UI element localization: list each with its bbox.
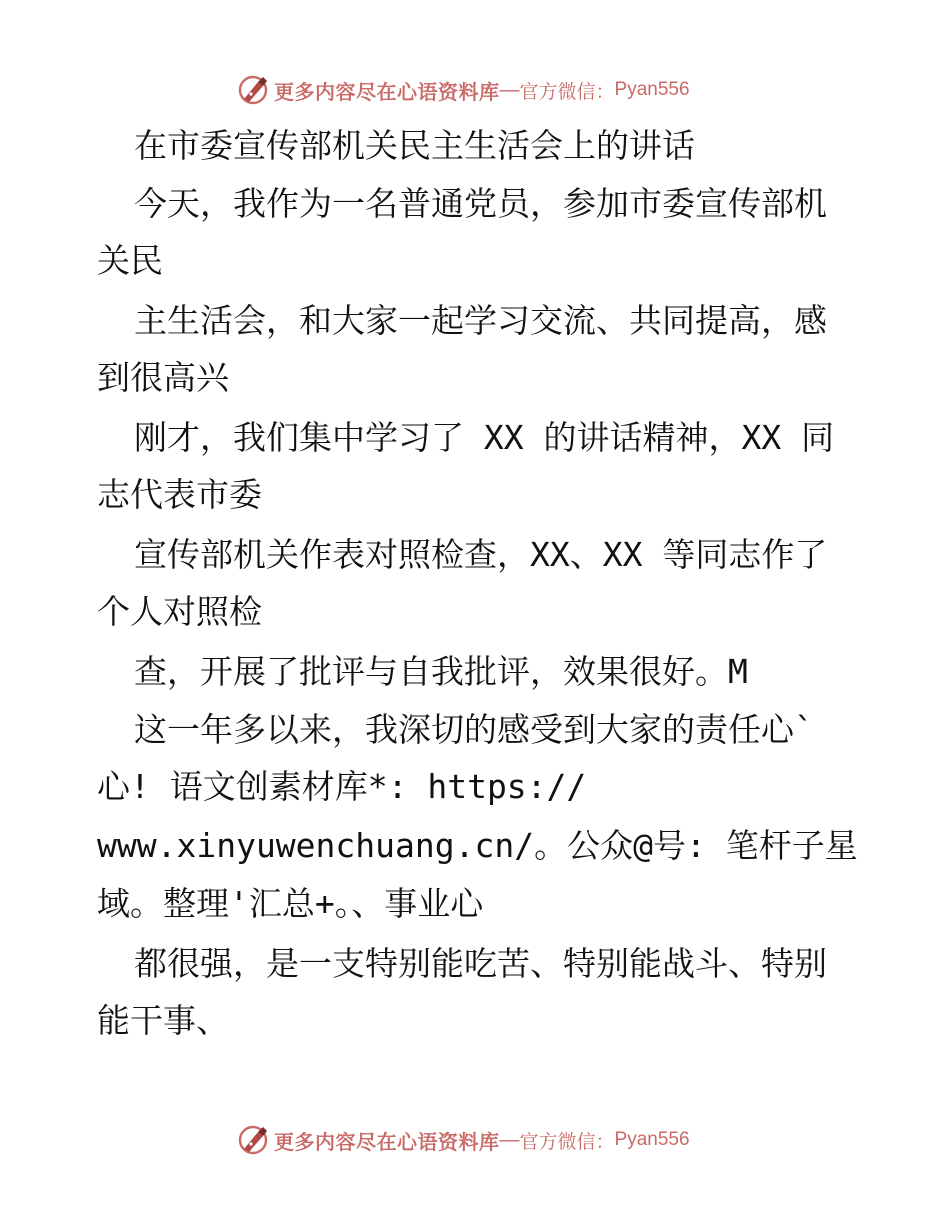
paragraph-line: 这一年多以来，我深切的感受到大家的责任心` <box>134 710 814 749</box>
paragraph-line: 到很高兴 <box>97 358 229 397</box>
banner-contact-label: 官方微信： <box>519 1130 615 1153</box>
paragraph-line: 主生活会，和大家一起学习交流、共同提高，感 <box>134 301 827 340</box>
paragraph-line: 关民 <box>97 241 163 280</box>
header-watermark-banner <box>236 70 690 110</box>
paragraph-line: 个人对照检 <box>97 592 262 631</box>
paragraph-line: www.xinyuwenchuang.cn/。公众@号: 笔杆子星 <box>97 826 858 865</box>
paragraph-line: 查，开展了批评与自我批评，效果很好。M <box>134 652 748 691</box>
banner-contact-label: 官方微信： <box>519 80 615 103</box>
banner-separator: — <box>499 1128 520 1151</box>
fountain-pen-logo-icon <box>236 1122 272 1158</box>
banner-wechat-id: Pyan556 <box>614 79 690 100</box>
paragraph-line: 域。整理'汇总+。、事业心 <box>97 884 484 923</box>
paragraph-line: 心! 语文创素材库*: https:// <box>97 767 587 806</box>
fountain-pen-logo-icon <box>236 72 272 108</box>
paragraph-line: 宣传部机关作表对照检查，XX、XX 等同志作了 <box>134 535 828 574</box>
paragraph-line: 都很强，是一支特别能吃苦、特别能战斗、特别 <box>134 944 827 983</box>
banner-separator: — <box>499 78 520 101</box>
banner-brand-text: 更多内容尽在心语资料库 <box>274 79 500 104</box>
banner-wechat-id: Pyan556 <box>614 1129 690 1150</box>
paragraph-line: 能干事、 <box>97 1001 229 1040</box>
paragraph-line: 今天，我作为一名普通党员，参加市委宣传部机 <box>134 184 827 223</box>
footer-watermark-banner <box>236 1120 690 1160</box>
document-title: 在市委宣传部机关民主生活会上的讲话 <box>134 126 695 165</box>
paragraph-line: 志代表市委 <box>97 475 262 514</box>
banner-brand-text: 更多内容尽在心语资料库 <box>274 1129 500 1154</box>
paragraph-line: 刚才，我们集中学习了 XX 的讲话精神，XX 同 <box>134 418 835 457</box>
